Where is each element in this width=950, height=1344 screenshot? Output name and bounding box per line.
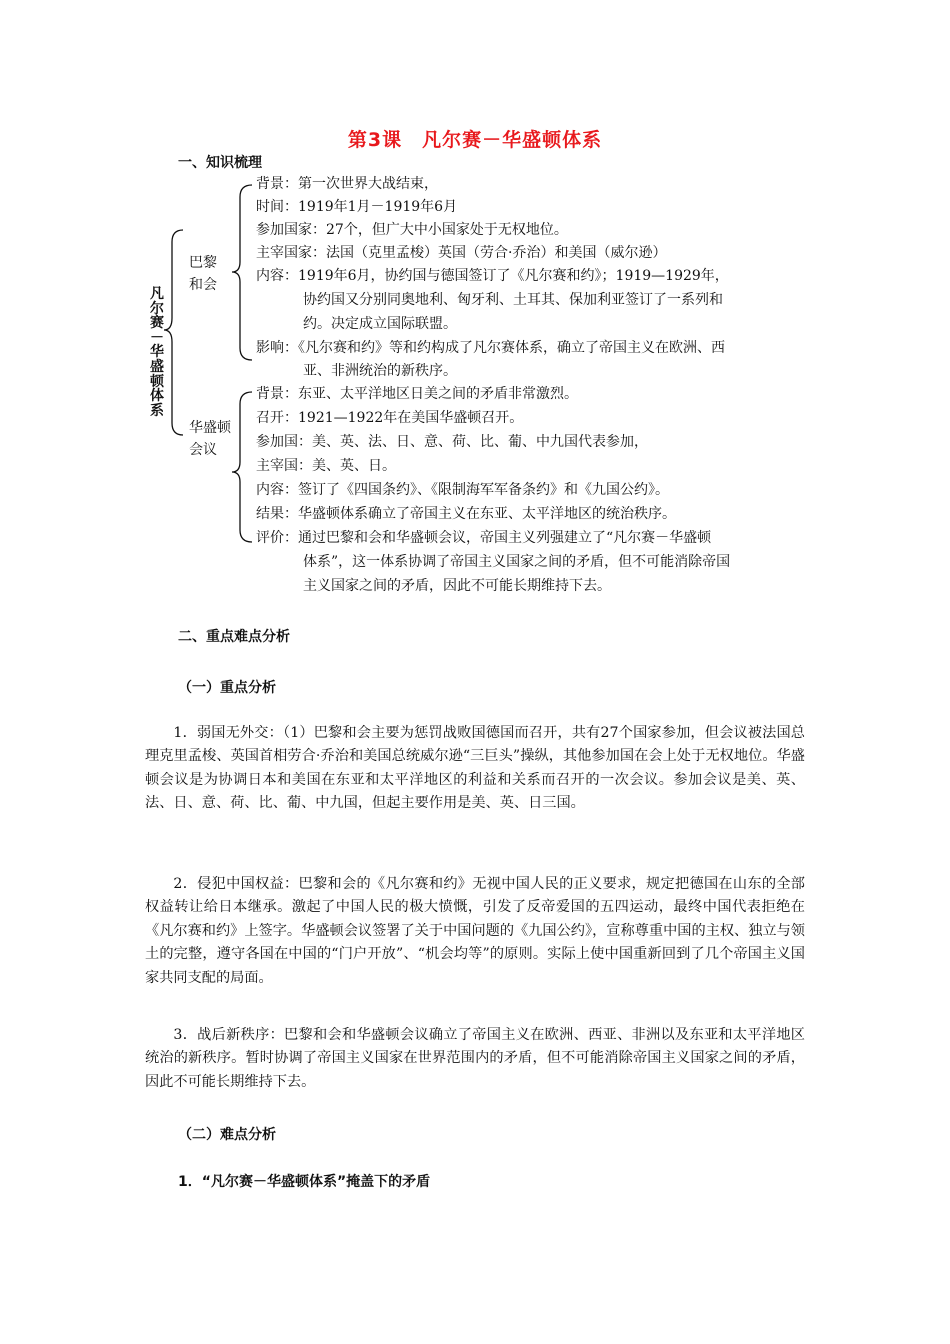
washington-line: 召开：1921—1922年在美国华盛顿召开。 [256, 410, 524, 426]
paris-line: 影响：《凡尔赛和约》等和约构成了凡尔赛体系，确立了帝国主义在欧洲、西 [256, 340, 725, 356]
branch-label-paris: 巴黎和会 [189, 255, 217, 293]
section-heading-knowledge: 一、知识梳理 [178, 155, 262, 171]
washington-brace [232, 392, 252, 542]
subheading-item-1: 1．“凡尔赛－华盛顿体系”掩盖下的矛盾 [178, 1174, 431, 1190]
paris-line: 亚、非洲统治的新秩序。 [303, 363, 457, 379]
washington-line: 内容：签订了《四国条约》、《限制海军军备条约》和《九国公约》。 [256, 482, 669, 498]
paris-line: 主宰国家：法国（克里孟梭）英国（劳合·乔治）和美国（威尔逊） [256, 245, 667, 261]
paris-line: 时间：1919年1月－1919年6月 [256, 199, 458, 215]
paris-line: 协约国又分别同奥地利、匈牙利、土耳其、保加利亚签订了一系列和 [303, 292, 723, 308]
paris-brace [232, 185, 252, 360]
washington-line: 评价：通过巴黎和会和华盛顿会议，帝国主义列强建立了“凡尔赛－华盛顿 [256, 530, 712, 546]
paragraph-2: 2．侵犯中国权益：巴黎和会的《凡尔赛和约》无视中国人民的正义要求，规定把德国在山东的全部权益转让给日本继承。激起了中国人民的极大愤慨，引发了反帝爱国的五四运动，最终中国代表拒绝在《凡尔赛和约》上签字。华盛顿会议签署了关于中国问题的《九国公约》，宣称尊重中国的主权、独立与领土的完整，遵守各国在中国的“门户开放”、“机会均等”的原则。实际上使中国重新回到了几个帝国主义国家共同支配的局面。 [145, 876, 805, 986]
section-heading-analysis: 二、重点难点分析 [178, 629, 290, 645]
paragraph-1: 1．弱国无外交：（1）巴黎和会主要为惩罚战败国德国而召开，共有27个国家参加，但会议被法国总理克里孟梭、英国首相劳合·乔治和美国总统威尔逊“三巨头”操纵，其他参加国在会上处于无权地位。华盛顿会议是为协调日本和美国在东亚和太平洋地区的利益和关系而召开的一次会议。参加会议是美、英、法、日、意、荷、比、葡、中九国，但起主要作用是美、英、日三国。 [145, 725, 805, 812]
washington-line: 主宰国：美、英、日。 [256, 458, 396, 474]
paris-line: 参加国家：27个，但广大中小国家处于无权地位。 [256, 222, 568, 238]
washington-line: 主义国家之间的矛盾，因此不可能长期维持下去。 [303, 578, 611, 594]
paris-line: 内容：1919年6月，协约国与德国签订了《凡尔赛和约》；1919—1929年， [256, 268, 729, 284]
washington-line: 参加国：美、英、法、日、意、荷、比、葡、中九国代表参加， [256, 434, 648, 450]
subheading-key-points: （一）重点分析 [178, 680, 276, 696]
branch-label-washington: 华盛顿会议 [189, 420, 231, 458]
washington-line: 体系”，这一体系协调了帝国主义国家之间的矛盾，但不可能消除帝国 [303, 554, 731, 570]
paragraph-3: 3．战后新秩序：巴黎和会和华盛顿会议确立了帝国主义在欧洲、西亚、非洲以及东亚和太平洋地区统治的新秩序。暂时协调了帝国主义国家在世界范围内的矛盾，但不可能消除帝国主义国家之间的矛盾，因此不可能长期维持下去。 [145, 1027, 805, 1090]
subheading-difficult-points: （二）难点分析 [178, 1127, 276, 1143]
tree-root-label: 凡尔赛－华盛顿体系 [150, 286, 164, 419]
washington-line: 背景：东亚、太平洋地区日美之间的矛盾非常激烈。 [256, 386, 578, 402]
page-title: 第3课 凡尔赛－华盛顿体系 [347, 129, 603, 151]
washington-line: 结果：华盛顿体系确立了帝国主义在东亚、太平洋地区的统治秩序。 [256, 506, 676, 522]
paris-line: 约。决定成立国际联盟。 [303, 316, 457, 332]
paris-line: 背景：第一次世界大战结束， [256, 176, 438, 192]
